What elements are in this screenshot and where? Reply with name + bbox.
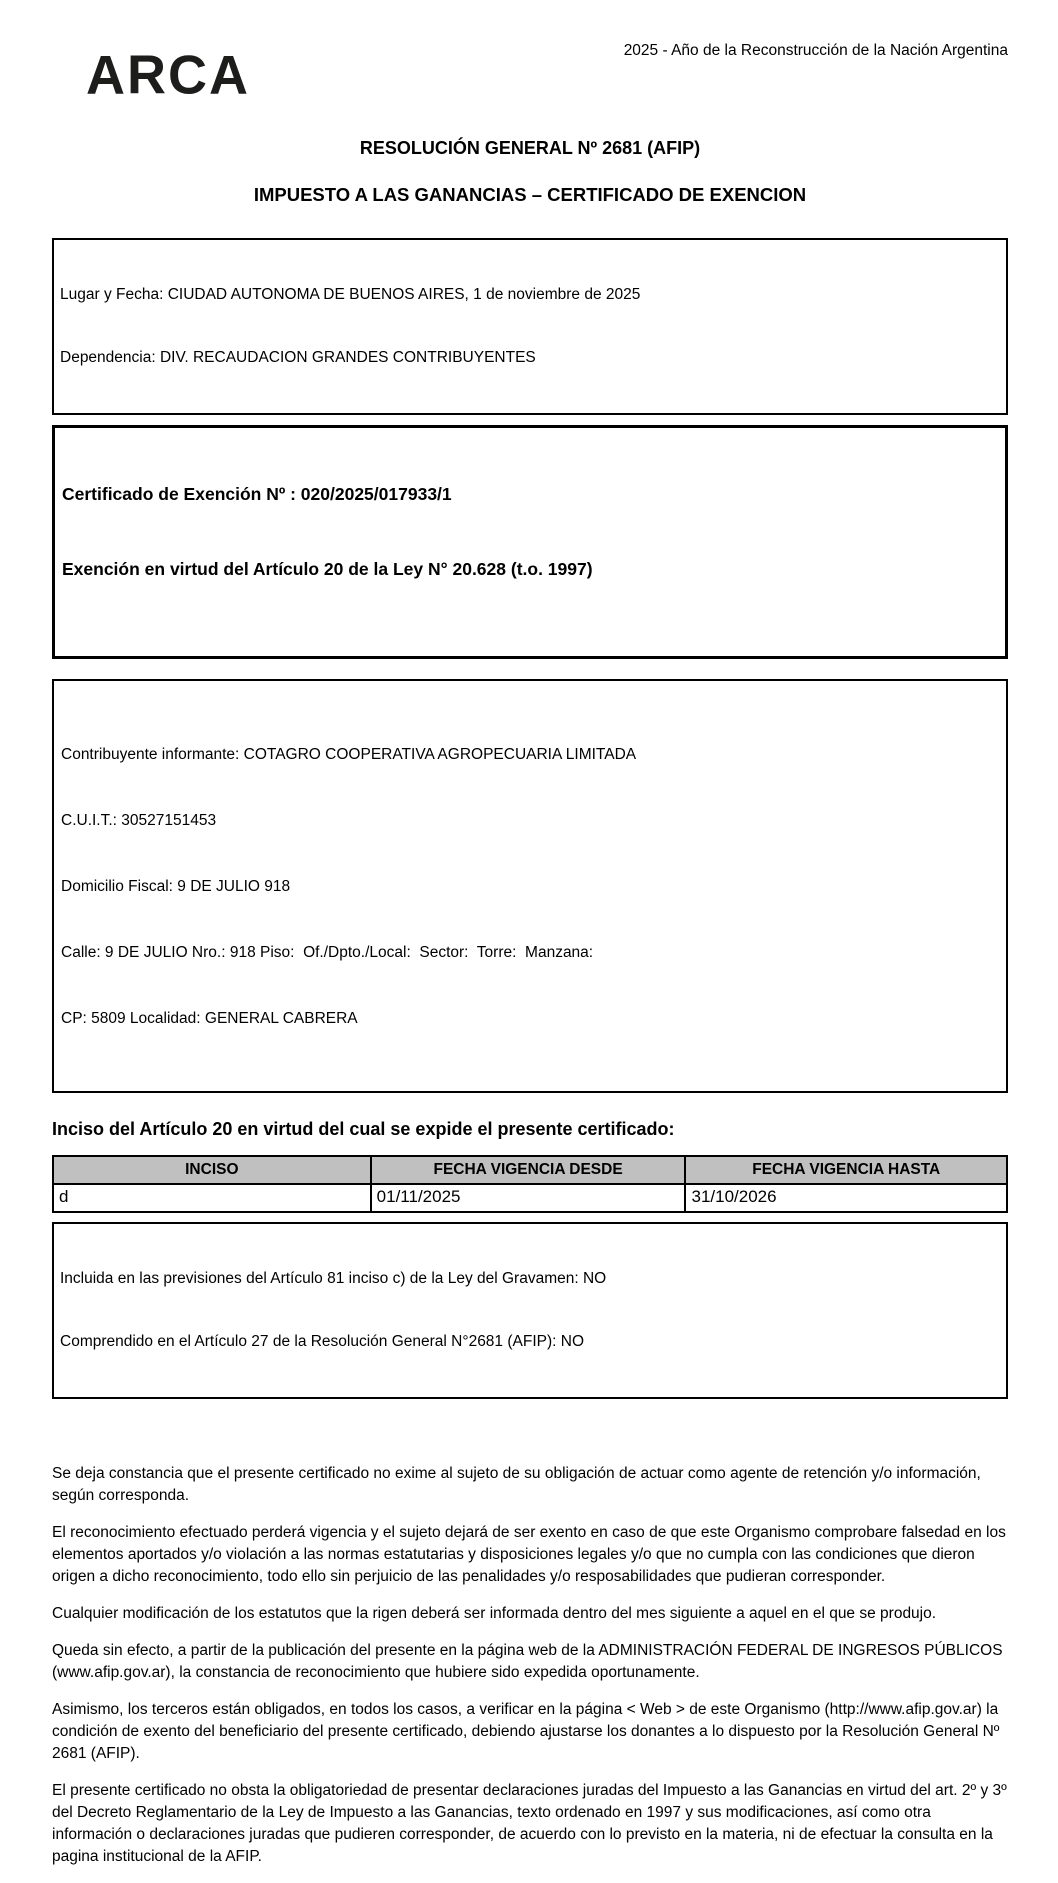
legal-paragraphs	[52, 1463, 1012, 1868]
col-header-vigencia-hasta: FECHA VIGENCIA HASTA	[685, 1156, 1007, 1184]
arca-logo: ARCA	[86, 44, 250, 106]
paragraph-loss-of-validity: El reconocimiento efectuado perderá vigencia y el sujeto dejará de ser exento en caso de que este Organismo comprobare falsedad en los elementos aportados y/o violación a las normas estatutarias y disposiciones legales y/o que no cumpla con las condiciones que dieron origen a dicho reconocimiento, todo ello sin perjuicio de las penalidades y/o resposabilidades que pudieran corresponder.	[52, 1524, 1011, 1585]
document-body	[52, 138, 1012, 1883]
paragraph-publication-effect: Queda sin efecto, a partir de la publicación del presente en la página web de la ADMINISTRACIÓN FEDERAL DE INGRESOS PÚBLICOS (www.afip.gov.ar), la constancia de reconocimiento que hubiere sido expedida oportunamente.	[52, 1642, 1007, 1681]
certificate-number-box	[52, 425, 1008, 659]
paragraph-statute-changes: Cualquier modificación de los estatutos que la rigen deberá ser informada dentro del mes siguiente a aquel en el que se produjo.	[52, 1605, 937, 1622]
taxpayer-name-line: Contribuyente informante: COTAGRO COOPERATIVA AGROPECUARIA LIMITADA	[61, 746, 637, 763]
street-detail-line: Calle: 9 DE JULIO Nro.: 918 Piso: Of./Dpto./Local: Sector: Torre: Manzana:	[61, 944, 594, 961]
certificate-number-line: Certificado de Exención Nº : 020/2025/017933/1	[62, 484, 452, 504]
table-header-row	[53, 1156, 1007, 1184]
col-header-vigencia-desde: FECHA VIGENCIA DESDE	[371, 1156, 686, 1184]
year-legend: 2025 - Año de la Reconstrucción de la Nación Argentina	[623, 42, 1008, 59]
cell-vigencia-hasta: 31/10/2026	[685, 1184, 1007, 1212]
article81-line: Incluida en las previsiones del Artículo 81 inciso c) de la Ley del Gravamen: NO	[60, 1270, 607, 1287]
col-header-inciso: INCISO	[53, 1156, 371, 1184]
paragraph-third-party-verification: Asimismo, los terceros están obligados, en todos los casos, a verificar en la página < Web > de este Organismo (http://www.afip.gov.ar) la condición de exento del beneficiario del presente certificado, debiendo ajustarse los donantes a lo dispuesto por la Resolución General Nº 2681 (AFIP).	[52, 1701, 1004, 1762]
resolution-title: RESOLUCIÓN GENERAL Nº 2681 (AFIP)	[359, 138, 701, 158]
inciso-section-heading: Inciso del Artículo 20 en virtud del cual se expide el presente certificado:	[52, 1119, 675, 1139]
validity-table	[52, 1155, 1008, 1213]
cell-inciso: d	[53, 1184, 371, 1212]
document-subject-title: IMPUESTO A LAS GANANCIAS – CERTIFICADO DE EXENCION	[253, 184, 807, 205]
table-row	[53, 1184, 1007, 1212]
cuit-line: C.U.I.T.: 30527151453	[61, 812, 217, 829]
dependency-line: Dependencia: DIV. RECAUDACION GRANDES CONTRIBUYENTES	[60, 349, 536, 366]
paragraph-retention-agent: Se deja constancia que el presente certificado no exime al sujeto de su obligación de actuar como agente de retención y/o información, según corresponda.	[52, 1465, 986, 1504]
postal-locality-line: CP: 5809 Localidad: GENERAL CABRERA	[61, 1010, 358, 1027]
place-date-line: Lugar y Fecha: CIUDAD AUTONOMA DE BUENOS AIRES, 1 de noviembre de 2025	[60, 286, 641, 303]
exemption-law-line: Exención en virtud del Artículo 20 de la Ley N° 20.628 (t.o. 1997)	[62, 559, 593, 579]
article27-line: Comprendido en el Artículo 27 de la Resolución General N°2681 (AFIP): NO	[60, 1333, 584, 1350]
provisions-box	[52, 1222, 1008, 1399]
taxpayer-info-box	[52, 679, 1008, 1093]
place-date-box	[52, 238, 1008, 415]
paragraph-tax-return-obligation: El presente certificado no obsta la obligatoriedad de presentar declaraciones juradas del Impuesto a las Ganancias en virtud del art. 2º y 3º del Decreto Reglamentario de la Ley de Impuesto a las Ganancias, texto ordenado en 1997 y sus modificaciones, así como otra información o declaraciones juradas que pudieren corresponder, de acuerdo con lo previsto en la materia, ni de efectuar la consulta en la pagina institucional de la AFIP.	[52, 1782, 1012, 1865]
cell-vigencia-desde: 01/11/2025	[371, 1184, 686, 1212]
fiscal-address-line: Domicilio Fiscal: 9 DE JULIO 918	[61, 878, 291, 895]
